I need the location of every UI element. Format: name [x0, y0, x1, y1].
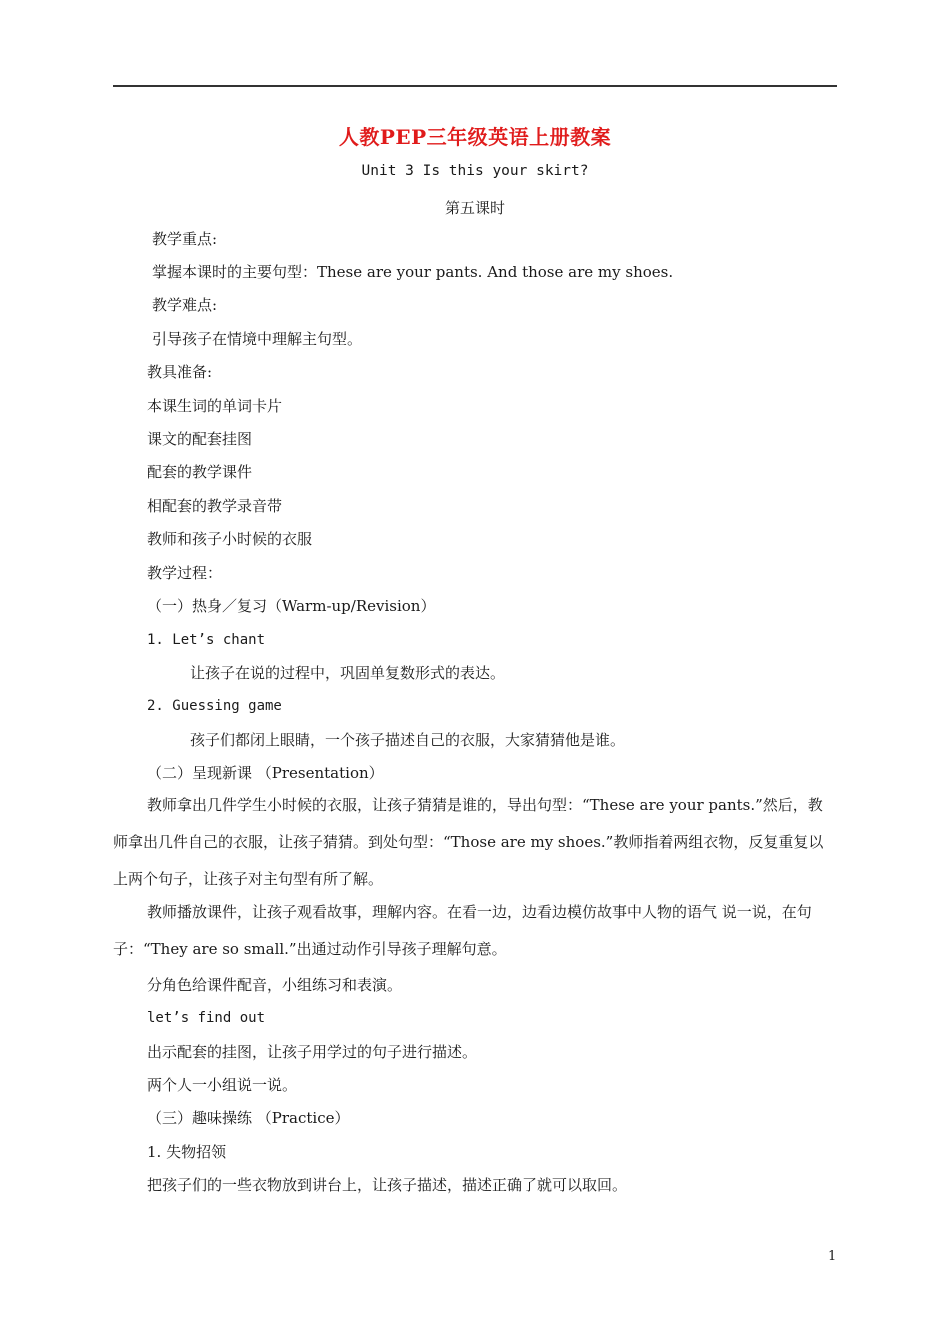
paragraph: 教师播放课件，让孩子观看故事，理解内容。在看一边，边看边模仿故事中人物的语气 说一说，在句子：“They are so small.”出通过动作引导孩子理解句意。: [113, 903, 812, 958]
body-line: 分角色给课件配音，小组练习和表演。: [147, 976, 403, 994]
lesson-label: 第五课时: [444, 199, 505, 217]
unit-title: Unit 3 Is this your skirt?: [361, 163, 589, 179]
list-item: 相配套的教学录音带: [147, 497, 283, 515]
step-item: 2. Guessing game: [147, 698, 282, 714]
list-item: 课文的配套挂图: [147, 430, 253, 448]
step-item: 1. Let’s chant: [147, 632, 266, 648]
body-line: 出示配套的挂图，让孩子用学过的句子进行描述。: [147, 1043, 478, 1061]
list-item: 本课生词的单词卡片: [147, 397, 283, 415]
body-line: 引导孩子在情境中理解主句型。: [152, 330, 363, 348]
section-heading: 教学重点:: [152, 230, 218, 248]
list-item: 教师和孩子小时候的衣服: [147, 530, 313, 548]
section-heading: 教学过程：: [147, 564, 223, 582]
body-line: 孩子们都闭上眼睛，一个孩子描述自己的衣服，大家猜猜他是谁。: [190, 731, 626, 749]
section-heading: 教学难点:: [152, 296, 218, 314]
document-title: 人教PEP三年级英语上册教案: [338, 125, 612, 149]
paragraph: 教师拿出几件学生小时候的衣服，让孩子猜猜是谁的，导出句型：“These are your pants.”然后，教师拿出几件自己的衣服，让孩子猜猜。到处句型：“Those are my shoes.”教师指着两组衣物，反复重复以上两个句子，让孩子对主句型有所了解。: [113, 796, 824, 888]
header-rule: [113, 85, 837, 87]
body-line: 把孩子们的一些衣物放到讲台上，让孩子描述，描述正确了就可以取回。: [147, 1176, 628, 1194]
section-heading: 教具准备:: [147, 363, 213, 381]
body-line: 掌握本课时的主要句型：These are your pants. And those are my shoes.: [152, 263, 674, 281]
page-number: 1: [828, 1249, 837, 1264]
step-item: 1. 失物招领: [147, 1143, 227, 1161]
body-line: let’s find out: [147, 1010, 266, 1026]
step-heading: （三）趣味操练 （Practice）: [147, 1109, 350, 1127]
step-heading: （二）呈现新课 （Presentation）: [147, 764, 384, 782]
list-item: 配套的教学课件: [147, 463, 253, 481]
body-line: 两个人一小组说一说。: [147, 1076, 298, 1094]
body-line: 让孩子在说的过程中，巩固单复数形式的表达。: [190, 664, 506, 682]
step-heading: （一）热身／复习（Warm-up/Revision）: [147, 597, 436, 615]
